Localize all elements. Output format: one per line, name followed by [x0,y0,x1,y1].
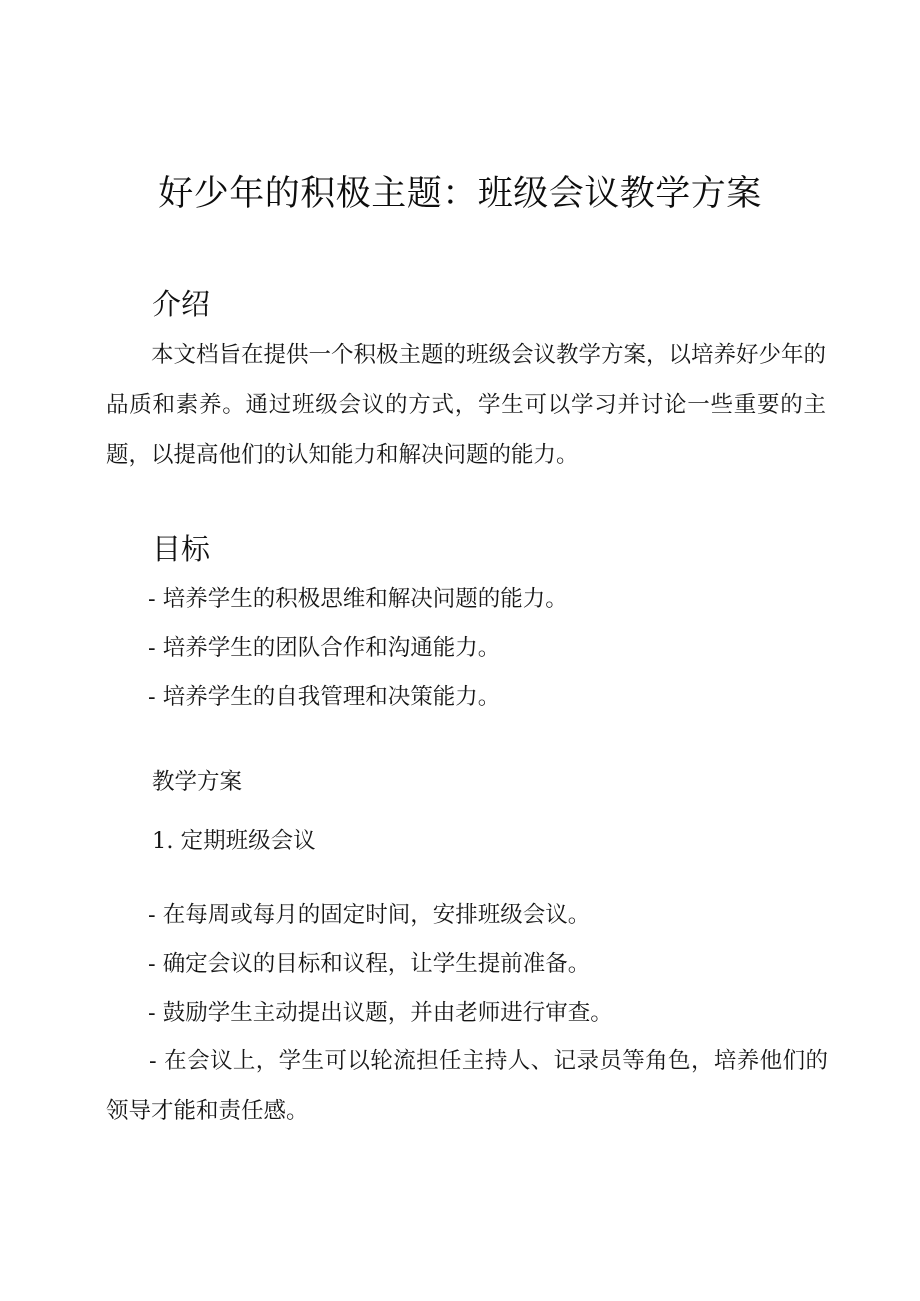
plan-item: - 在每周或每月的固定时间，安排班级会议。 [148,902,591,928]
plan-item: - 鼓励学生主动提出议题，并由老师进行审查。 [148,1000,613,1026]
intro-heading: 介绍 [152,287,211,321]
document-title: 好少年的积极主题：班级会议教学方案 [158,174,762,214]
plan-item: - 确定会议的目标和议程，让学生提前准备。 [148,951,591,977]
goal-item: - 培养学生的团队合作和沟通能力。 [148,635,501,661]
intro-paragraph: 本文档旨在提供一个积极主题的班级会议教学方案，以培养好少年的品质和素养。通过班级会议的方式，学生可以学习并讨论一些重要的主题，以提高他们的认知能力和解决问题的能力。 [106,342,827,468]
goals-heading: 目标 [152,532,211,566]
plan-heading: 教学方案 [152,769,243,795]
goal-item: - 培养学生的自我管理和决策能力。 [148,684,501,710]
plan-step-title: 1. 定期班级会议 [152,828,316,854]
plan-item-multiline: - 在会议上，学生可以轮流担任主持人、记录员等角色，培养他们的领导才能和责任感。 [106,1048,828,1124]
goal-item: - 培养学生的积极思维和解决问题的能力。 [148,586,568,612]
